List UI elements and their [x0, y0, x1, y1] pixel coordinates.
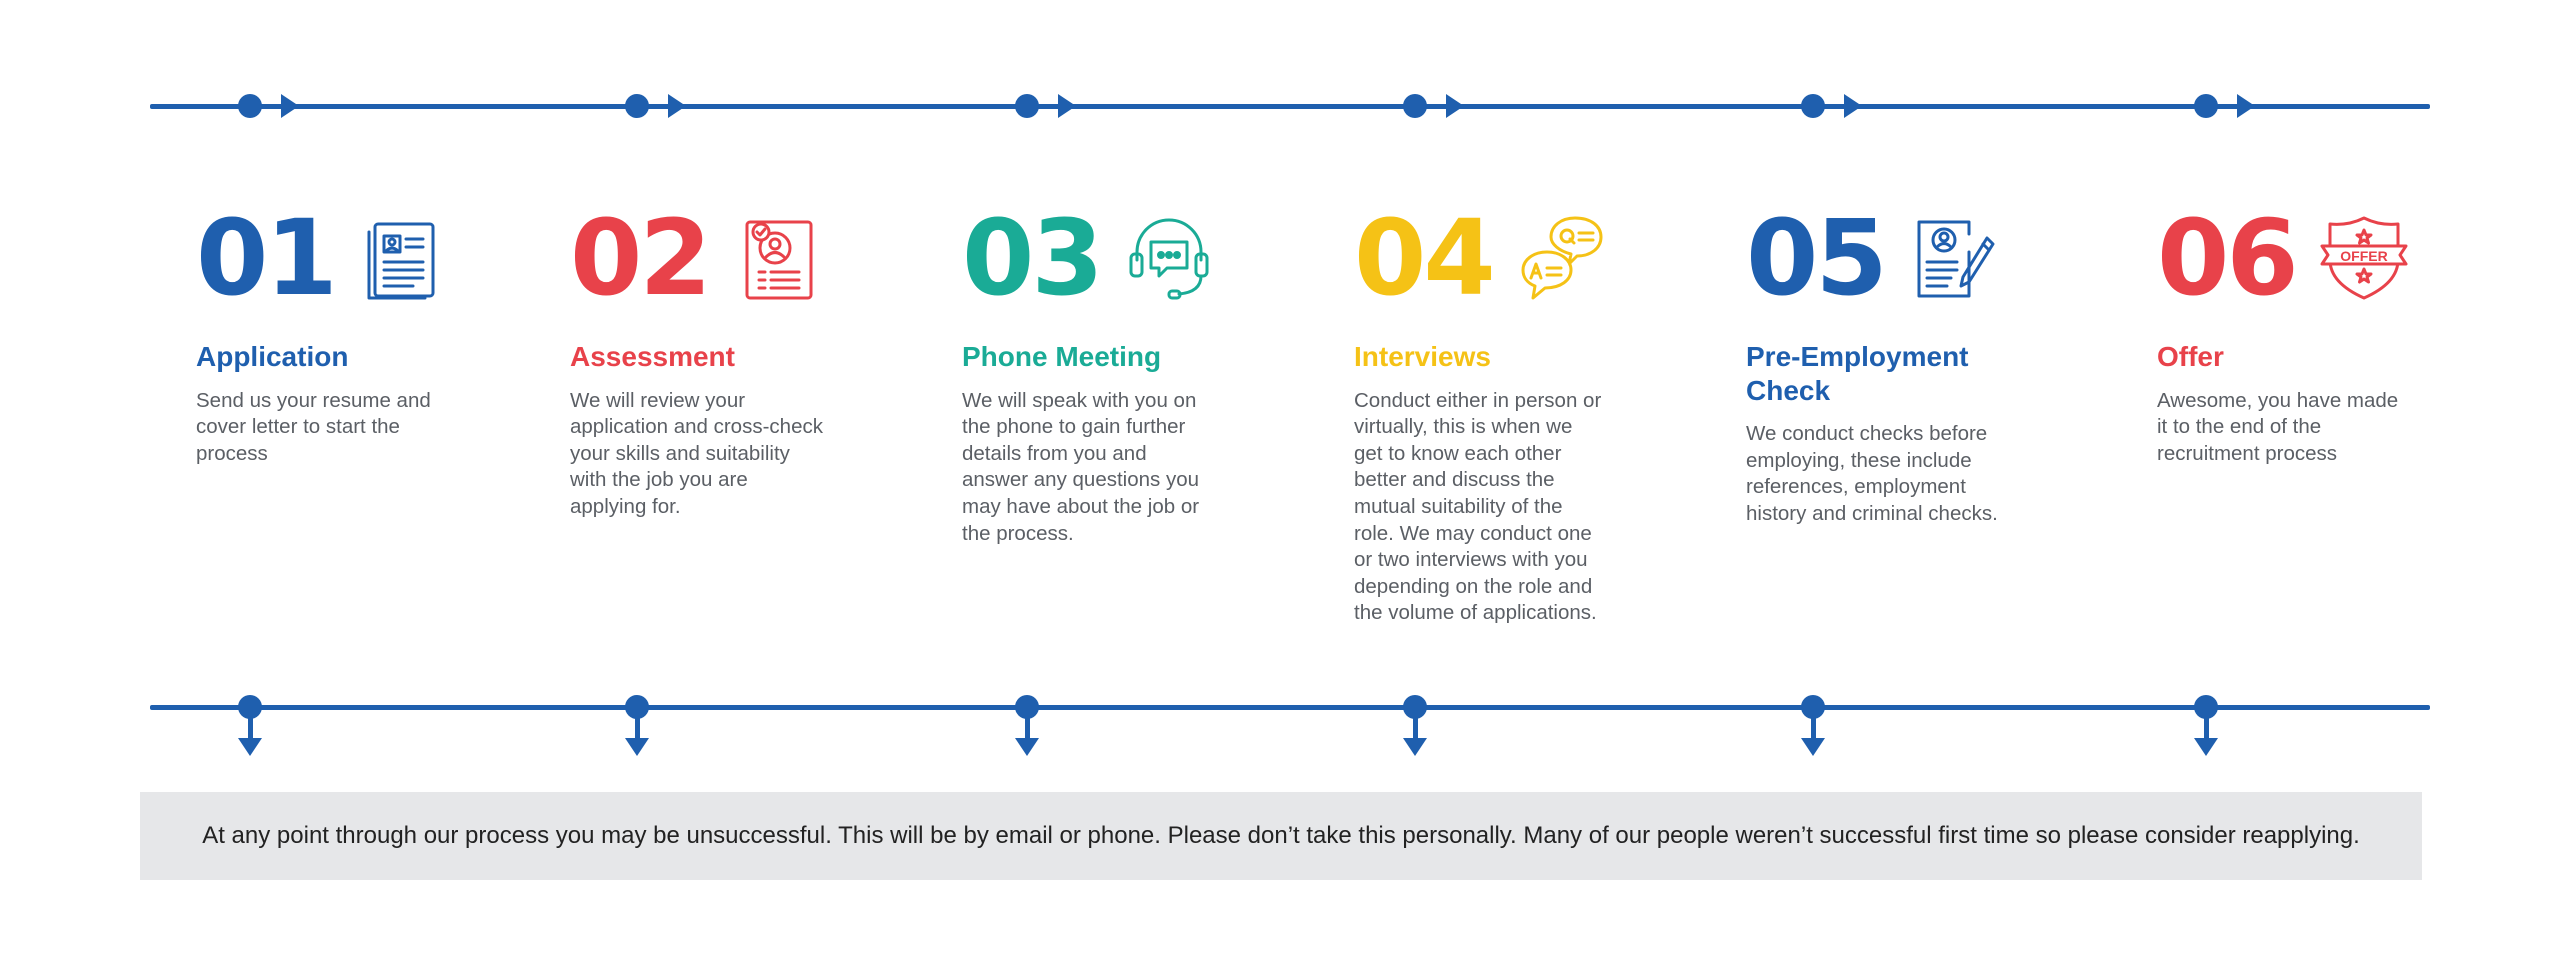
step-number: 01 — [196, 197, 335, 319]
step-description: Conduct either in person or virtually, this is when we get to know each other better and discuss the mutual suitability of the role. We may conduct one or two interviews with you depending on the role and the volume of applications. — [1354, 388, 1602, 625]
step-application — [196, 197, 496, 467]
timeline-dot — [1015, 94, 1039, 118]
step-title: Pre-Employment Check — [1746, 341, 1969, 406]
offer-badge-text: OFFER — [2340, 248, 2388, 264]
timeline-drop-line — [1025, 716, 1030, 740]
step-number: 05 — [1746, 197, 1885, 319]
timeline-dot — [1801, 94, 1825, 118]
document-pen-icon — [1907, 212, 1999, 304]
timeline-drop-line — [1413, 716, 1418, 740]
resume-documents-icon — [357, 212, 449, 304]
timeline-arrow-down-icon — [1015, 738, 1039, 756]
step-title: Offer — [2157, 341, 2224, 372]
step-pre-employment-check — [1746, 197, 2046, 528]
step-title: Assessment — [570, 341, 735, 372]
timeline-dot — [1403, 94, 1427, 118]
step-interviews — [1354, 197, 1654, 627]
offer-badge-icon — [2318, 212, 2410, 304]
timeline-arrow-right-icon — [281, 94, 299, 118]
timeline-drop-line — [635, 716, 640, 740]
bottom-timeline-line — [150, 705, 2430, 710]
timeline-dot — [625, 94, 649, 118]
step-number: 06 — [2157, 197, 2296, 319]
step-title: Application — [196, 341, 349, 372]
step-description: Send us your resume and cover letter to start the process — [196, 388, 431, 465]
timeline-dot — [2194, 94, 2218, 118]
top-timeline-line — [150, 104, 2430, 109]
step-number: 02 — [570, 197, 709, 319]
timeline-arrow-down-icon — [2194, 738, 2218, 756]
timeline-arrow-down-icon — [1403, 738, 1427, 756]
step-title: Phone Meeting — [962, 341, 1162, 372]
step-offer — [2157, 197, 2457, 467]
timeline-drop-line — [1811, 716, 1816, 740]
step-number: 03 — [962, 197, 1101, 319]
timeline-drop-line — [2204, 716, 2209, 740]
timeline-arrow-right-icon — [1058, 94, 1076, 118]
footer-note-text: At any point through our process you may be unsuccessful. This will be by email or phone. Please don’t take this personally. Many of our people weren’t successful first time so please consider reapplying. — [202, 822, 2360, 849]
qa-speech-bubbles-icon — [1515, 212, 1607, 304]
timeline-arrow-right-icon — [668, 94, 686, 118]
step-assessment — [570, 197, 870, 521]
timeline-arrow-down-icon — [238, 738, 262, 756]
timeline-arrow-right-icon — [1844, 94, 1862, 118]
headset-chat-icon — [1123, 212, 1215, 304]
step-description: We will review your application and cross-check your skills and suitability with the job you are applying for. — [570, 388, 823, 518]
step-description: Awesome, you have made it to the end of the recruitment process — [2157, 388, 2399, 465]
timeline-arrow-down-icon — [1801, 738, 1825, 756]
step-phone-meeting — [962, 197, 1262, 547]
timeline-drop-line — [248, 716, 253, 740]
step-description: We conduct checks before employing, these include references, employment history and criminal checks. — [1746, 422, 1998, 525]
timeline-dot — [238, 94, 262, 118]
step-title: Interviews — [1354, 341, 1491, 372]
timeline-arrow-right-icon — [1446, 94, 1464, 118]
timeline-arrow-down-icon — [625, 738, 649, 756]
timeline-arrow-right-icon — [2237, 94, 2255, 118]
step-description: We will speak with you on the phone to gain further details from you and answer any questions you may have about the job or the process. — [962, 388, 1200, 545]
profile-check-icon — [731, 212, 823, 304]
step-number: 04 — [1354, 197, 1493, 319]
footer-note-box — [140, 792, 2422, 880]
